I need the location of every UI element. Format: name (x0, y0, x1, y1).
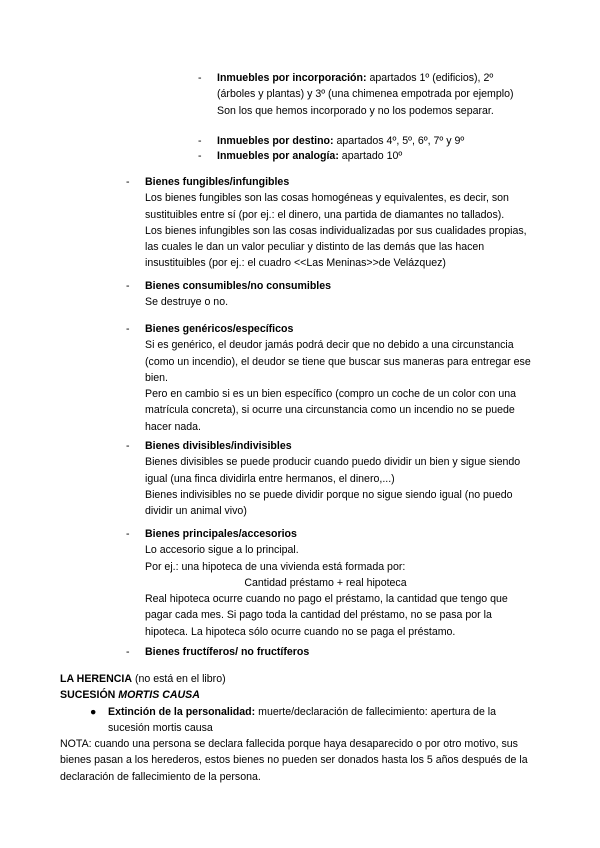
section-title: Bienes fungibles/infungibles (145, 176, 290, 188)
item-text: apartados 4º, 5º, 6º, 7º y 9º (333, 135, 465, 147)
item-title: Inmuebles por incorporación: (217, 72, 367, 84)
sucesion-italic: MORTIS CAUSA (118, 689, 200, 702)
section-fructiferos (126, 644, 536, 660)
nota-paragraph: NOTA: cuando una persona se declara fallecida porque haya desaparecido o por otro motivo, sus bienes pasan a los herederos, estos bienes no pueden ser donados hasta los 5 años después de la declaración de fallecimiento de la persona. (60, 738, 528, 783)
list-dash: - (126, 440, 130, 452)
inmuebles-analogia-item (198, 148, 528, 164)
section-title: Bienes divisibles/indivisibles (145, 440, 292, 452)
section-paragraph: Si es genérico, el deudor jamás podrá decir que no debido a una circunstancia (como un incendio), el deudor se tiene que buscar sus maneras para entregar ese bien. (145, 339, 531, 384)
bullet-text: muerte/declaración de fallecimiento: apertura de la sucesión mortis causa (108, 705, 497, 734)
section-title: Bienes fructíferos/ no fructíferos (145, 646, 310, 658)
section-paragraph: Los bienes infungibles son las cosas individualizadas por sus cualidades propias, las cuales le dan un valor peculiar y distinto de las demás que las hacen insustituibles (por ej.: el cuadro <<Las Meninas>>de Velázquez) (145, 224, 527, 270)
section-title: Bienes principales/accesorios (145, 528, 297, 540)
section-paragraph: Se destruye o no. (145, 296, 229, 309)
herencia-block (60, 671, 530, 785)
inmuebles-incorporacion-item (198, 70, 528, 119)
section-paragraph: Por ej.: una hipoteca de una vivienda está formada por: (145, 560, 406, 573)
sucesion-prefix: SUCESIÓN (60, 689, 119, 702)
herencia-heading: LA HERENCIA (60, 673, 132, 685)
section-title: Bienes genéricos/específicos (145, 323, 294, 335)
item-text: apartado 10º (338, 150, 403, 162)
list-dash: - (126, 323, 130, 335)
section-consumibles (126, 278, 536, 311)
list-dash: - (198, 72, 202, 84)
list-dash: - (126, 528, 130, 540)
inmuebles-destino-item (198, 133, 528, 149)
herencia-note: (no está en el libro) (132, 673, 226, 685)
section-paragraph: Lo accesorio sigue a lo principal. (145, 544, 299, 557)
bullet-dot-icon: ● (90, 705, 97, 718)
section-title: Bienes consumibles/no consumibles (145, 280, 332, 292)
section-paragraph: Los bienes fungibles son las cosas homogéneas y equivalentes, es decir, son sustituibles entre sí (por ej.: el dinero, una partida de diamantes no tallados). (145, 192, 509, 221)
section-paragraph: Real hipoteca ocurre cuando no pago el préstamo, la cantidad que tengo que pagar cada mes. Si pago toda la cantidad del préstamo, no se pasa por la hipoteca. La hipoteca sólo ocurre cuando no se paga el préstamo. (145, 593, 508, 638)
item-title: Inmuebles por destino: (217, 135, 334, 147)
sucesion-heading (60, 687, 530, 703)
hipoteca-formula: Cantidad préstamo + real hipoteca (244, 576, 407, 589)
section-fungibles (126, 174, 536, 272)
section-paragraph: Bienes divisibles se puede producir cuando puedo dividir un bien y sigue siendo igual (una finca dividirla entre hermanos, el dinero,...) (145, 456, 521, 485)
list-dash: - (198, 150, 202, 162)
list-dash: - (126, 280, 130, 292)
item-extra: Son los que hemos incorporado y no los podemos separar. (217, 104, 494, 117)
section-genericos (126, 321, 536, 435)
section-divisibles (126, 438, 536, 519)
section-paragraph: Pero en cambio si es un bien específico (compro un coche de un color con una matrícula concreta), si ocurre una circunstancia como un incendio no se puede hacer nada. (145, 388, 516, 433)
extincion-bullet-item (60, 704, 530, 737)
list-dash: - (198, 135, 202, 147)
section-principales (126, 526, 536, 640)
item-title: Inmuebles por analogía: (217, 150, 339, 162)
item-text: apartados 1º (edificios), 2º (árboles y plantas) y 3º (una chimenea empotrada por ejemplo) (217, 72, 514, 101)
section-paragraph: Bienes indivisibles no se puede dividir porque no sigue siendo igual (no puedo dividir un animal vivo) (145, 488, 513, 518)
herencia-heading-line (60, 671, 530, 687)
bullet-title: Extinción de la personalidad: (108, 705, 256, 718)
list-dash: - (126, 176, 130, 188)
list-dash: - (126, 646, 130, 658)
